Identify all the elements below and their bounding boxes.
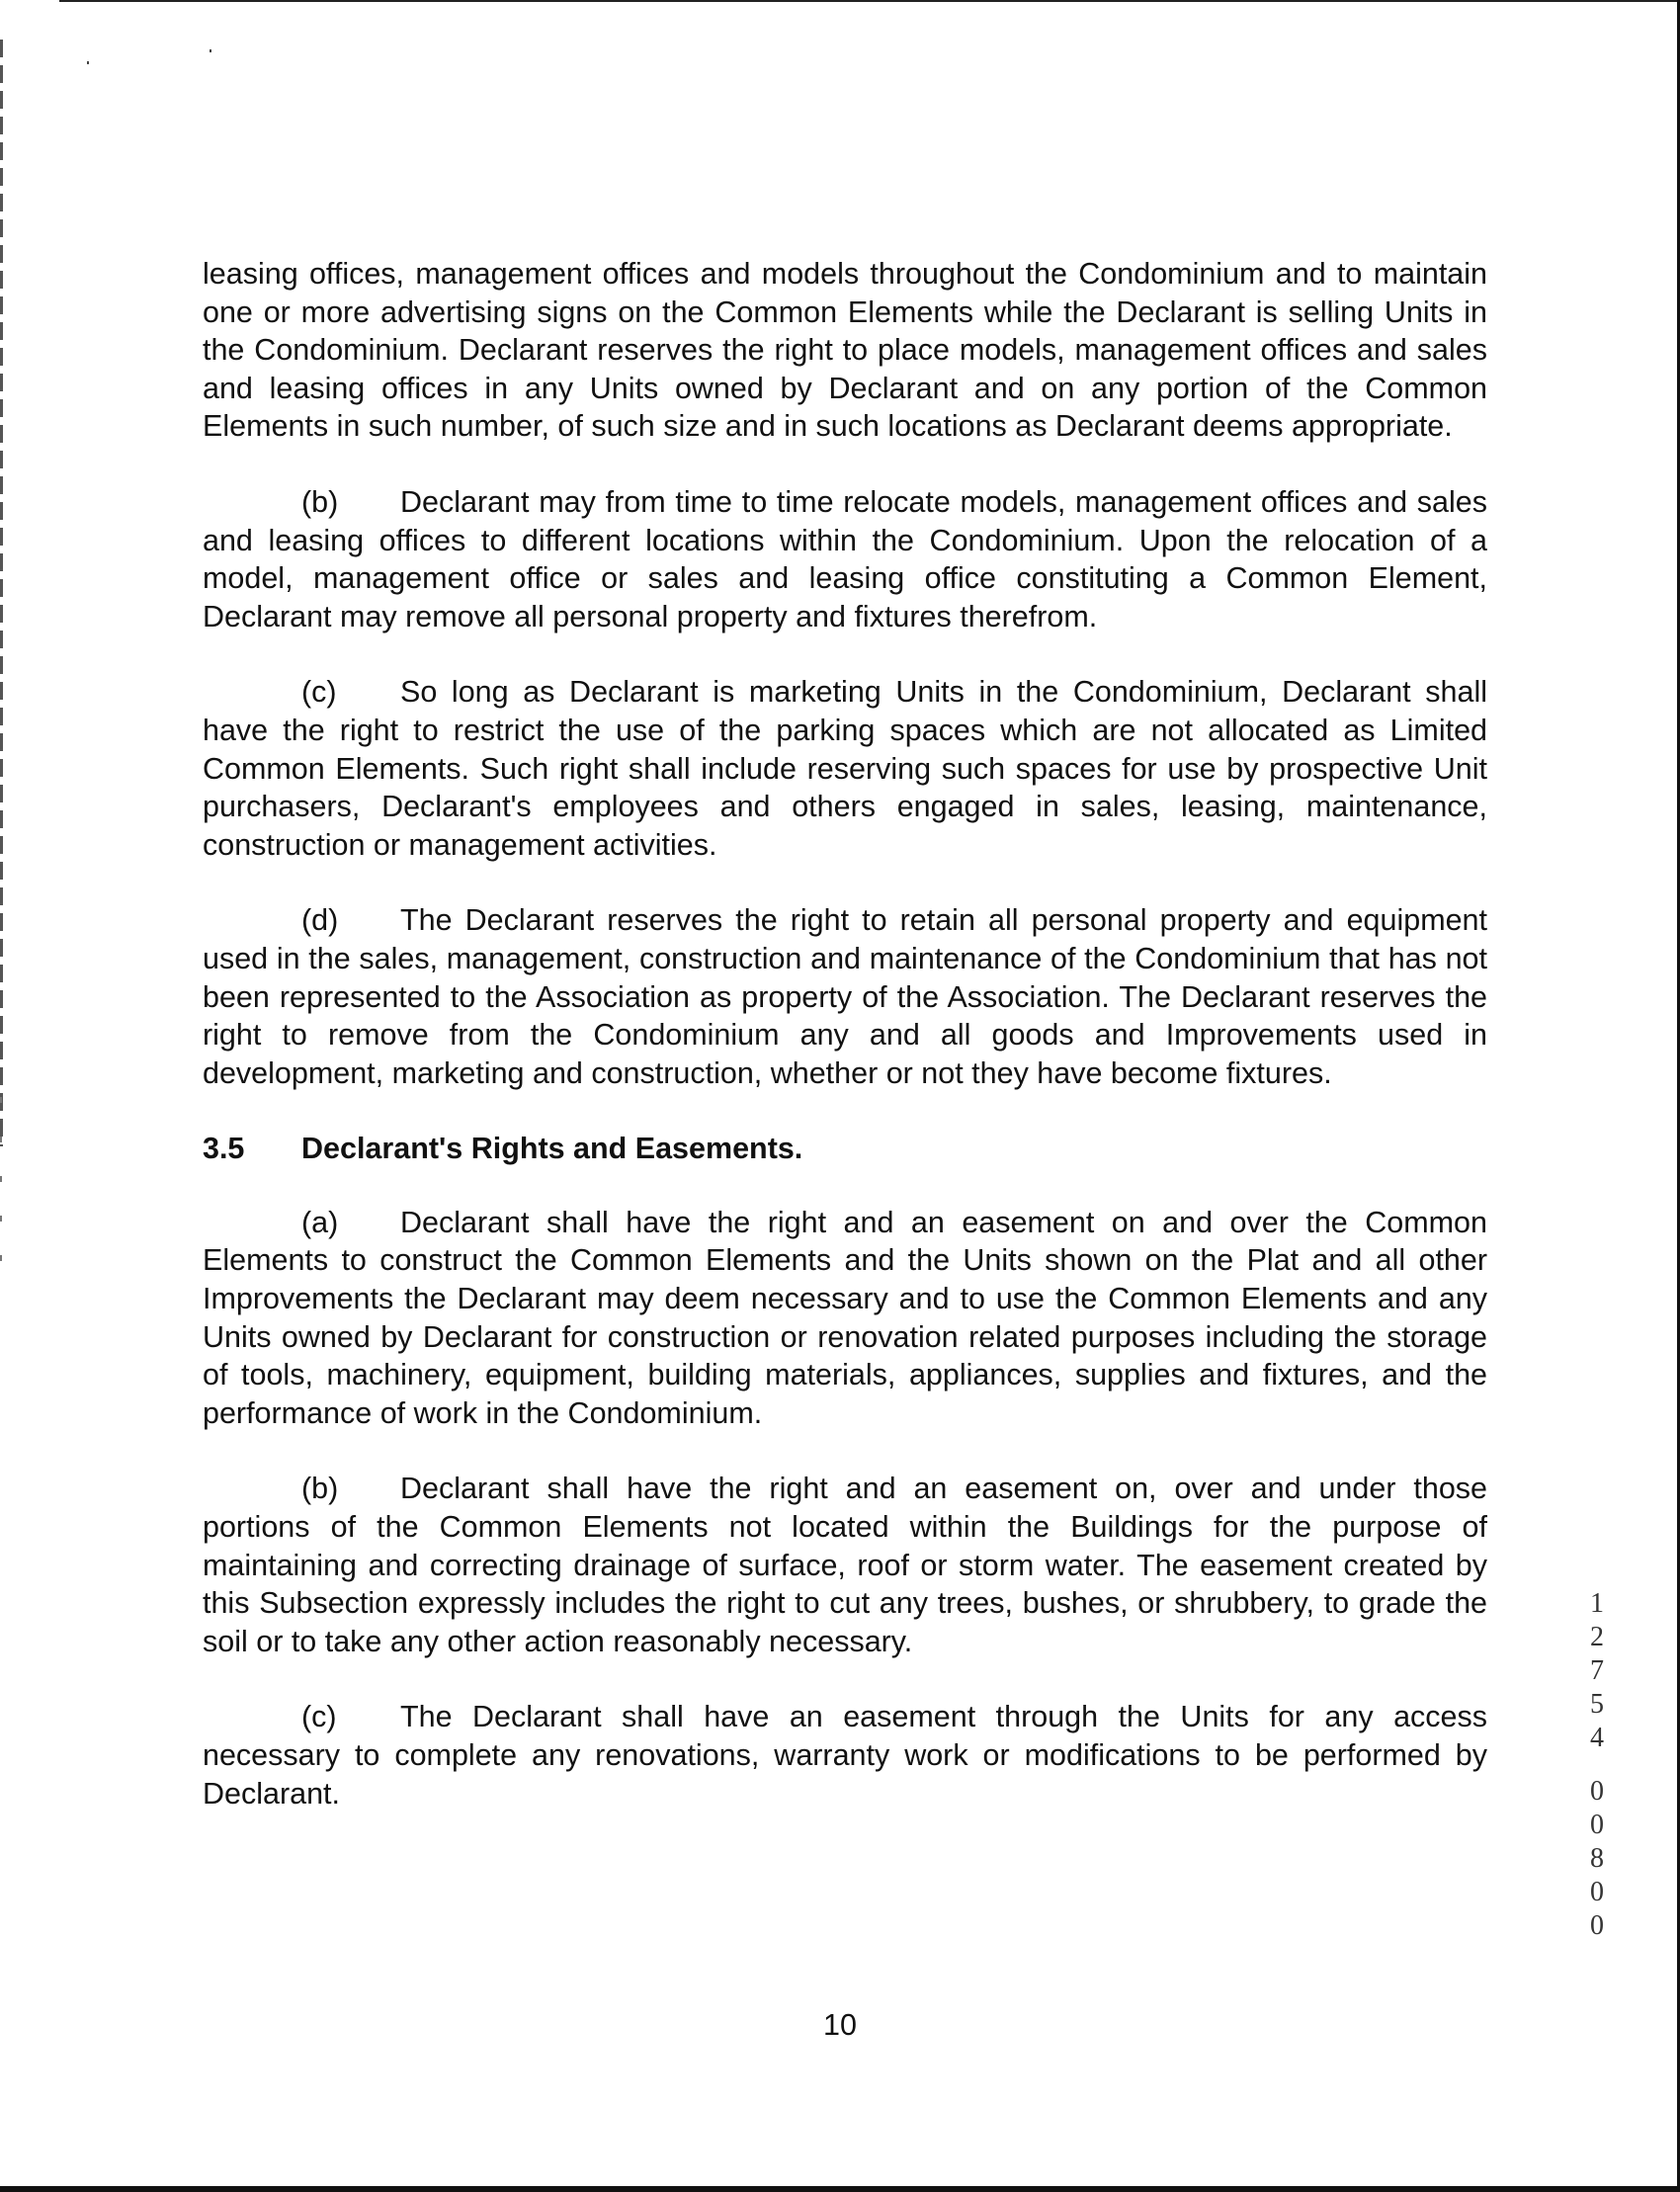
paragraph-label: (c) [301,1700,337,1734]
stamp-digit: 0 [1590,1776,1604,1807]
scan-speck [87,61,89,64]
paragraph-text: So long as Declarant is marketing Units in the Condominium, Declarant shall have the right to restrict the use of the parking spaces which are not allocated as Limited Common Elements. Such right shall include reserving such spaces for use by prospective Unit purchasers, Declarant's employees and others engaged in sales, leasing, maintenance, construction or management activities. [203,675,1487,862]
paragraph-text: Declarant shall have the right and an easement on, over and under those portions of the Common Elements not located within the Buildings for the purpose of maintaining and correcting drainage of surface, roof or storm water. The easement created by this Subsection expressly includes the right to cut any trees, bushes, or shrubbery, to grade the soil or to take any other action reasonably necessary. [203,1472,1487,1658]
section-title: Declarant's Rights and Easements. [301,1132,803,1166]
stamp-digit: 1 [1590,1588,1604,1619]
paragraph-text: Declarant shall have the right and an easement on and over the Common Elements to construct the Common Elements and the Units shown on the Plat and all other Improvements the Declarant may deem necessary and to use the Common Elements and any Units owned by Declarant for construction or renovation related purposes including the storage of tools, machinery, equipment, building materials, appliances, supplies and fixtures, and the performance of work in the Condominium. [203,1205,1487,1430]
paragraph-label: (b) [301,1472,339,1506]
scan-speck [210,49,211,52]
scan-edge-top [59,0,1680,2]
section-number: 3.5 [203,1132,245,1166]
stamp-digit: 0 [1590,1810,1604,1840]
stamp-digit: 7 [1590,1655,1604,1686]
paragraph-text: Declarant may from time to time relocate models, management offices and sales and leasing offices to different locations within the Condominium. Upon the relocation of a model, management office or sales and leasing office constituting a Common Element, Declarant may remove all personal property and fixtures therefrom. [203,484,1487,633]
stamp-gap [1579,1755,1615,1775]
section-paragraph-a [203,1204,1487,1433]
stamp-digit: 0 [1590,1910,1604,1941]
section-heading [203,1130,1487,1168]
stamp-digit: 8 [1590,1843,1604,1874]
page-number: 10 [823,2008,857,2042]
stamp-digit: 5 [1590,1689,1604,1720]
paragraph-b [203,483,1487,635]
paragraph-text: The Declarant shall have an easement through the Units for any access necessary to complete any renovations, warranty work or modifications to be performed by Declarant. [203,1700,1487,1811]
paragraph-label: (d) [301,903,339,938]
recording-stamp [1579,1587,1615,1943]
paragraph-c [203,673,1487,864]
continuation-paragraph: leasing offices, management offices and models throughout the Condominium and to maintain one or more advertising signs on the Common Elements while the Declarant is selling Units in the Condominium. Declarant reserves the right to place models, management offices and sales and leasing offices in any Units owned by Declarant and on any portion of the Common Elements in such number, of such size and in such locations as Declarant deems appropriate. [203,257,1487,444]
stamp-digit: 0 [1590,1877,1604,1907]
paragraph-label: (c) [301,675,337,710]
document-page [203,255,1487,1850]
stamp-digit: 2 [1590,1622,1604,1652]
scan-edge-left [0,40,3,1146]
paragraph-d [203,901,1487,1092]
paragraph-label: (b) [301,484,339,519]
scan-edge-bottom [0,2186,1680,2192]
paragraph-label: (a) [301,1205,339,1239]
section-paragraph-b [203,1470,1487,1660]
section-paragraph-c [203,1698,1487,1813]
stamp-digit: 4 [1590,1723,1604,1753]
scan-edge-left-marks [0,1097,2,1265]
paragraph-text: The Declarant reserves the right to retain all personal property and equipment used in the sales, management, construction and maintenance of the Condominium that has not been represented to the Association as property of the Association. The Declarant reserves the right to remove from the Condominium any and all goods and Improvements used in development, marketing and construction, whether or not they have become fixtures. [203,903,1487,1090]
